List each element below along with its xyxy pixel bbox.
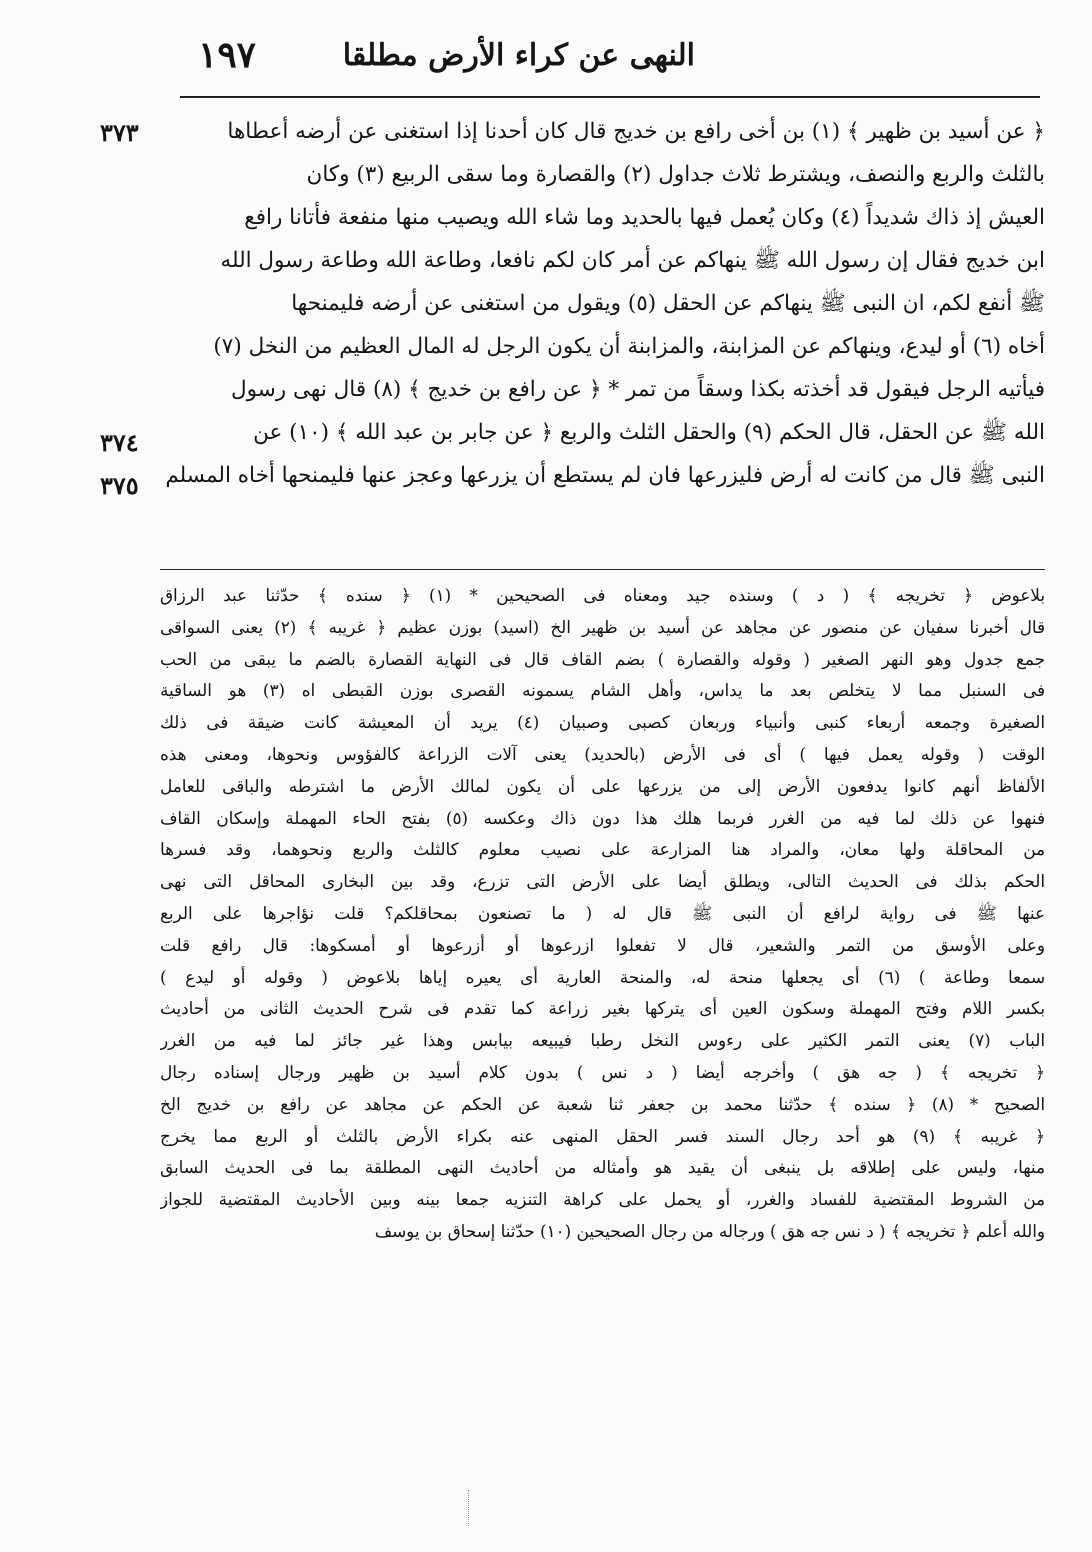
footnote-line: قال أخبرنا سفيان عن منصور عن مجاهد عن أسيد بن ظهير الخ (اسيد) بوزن عظيم ﴿ غريبه ﴾ (٢) يعنى السواقى <box>160 616 1045 637</box>
text-line: ﷺ أنفع لكم، ان النبى ﷺ ينهاكم عن الحقل (٥) ويقول من استغنى عن أرضه فليمنحها <box>291 291 1045 316</box>
text-line: النبى ﷺ قال من كانت له أرض فليزرعها فان لم يستطع أن يزرعها وعجز عنها فليمنحها أخاه المسلم <box>165 463 1045 488</box>
footnote-rule <box>160 569 1045 570</box>
footnote-line: بكسر اللام وفتح المهملة وسكون العين أى يتركها بغير زراعة كما تقدم فى شرح الحديث الثانى من أحاديث <box>160 998 1045 1019</box>
footnote-line: الألفاظ أنهم كانوا يدفعون الأرض إلى من يزرعها على أن يكون لمالك الأرض ما اشترطه والباقى للعامل <box>160 775 1045 796</box>
footnote-line: فنهوا عن ذلك لما فيه من الغرر فربما هلك هذا دون ذاك وعكسه (٥) بفتح الحاء المهملة وإسكان القاف <box>160 807 1045 828</box>
footnote-line: من المحاقلة ولها معان، والمراد هنا المزارعة على نصيب معلوم كالثلث والربع ونحوهما، وقد فسرها <box>160 839 1045 860</box>
hadith-number: ٣٧٣ <box>100 118 139 147</box>
footnote-line: والله أعلم ﴿ تخريجه ﴾ ( د نس جه هق ) ورجاله من رجال الصحيحين (١٠) حدّثنا إسحاق بن يوسف <box>374 1220 1045 1241</box>
hadith-text-block <box>160 110 1045 497</box>
footnote-line: الصغيرة وجمعه أربعاء كنبى وأنبياء وربعان كصبى وصبيان (٤) يريد أن المعيشة كانت ضيقة فى ذلك <box>160 712 1045 733</box>
text-line: العيش إذ ذاك شديداً (٤) وكان يُعمل فيها بالحديد وما شاء الله ويصيب منها منفعة فأتانا رافع <box>244 205 1045 230</box>
footnote-line: من الشروط المقتضية للفساد والغرر، أو يحمل على كراهة التنزيه جمعا بينه وبين الأحاديث المقتضية للجواز <box>160 1189 1045 1210</box>
footnote-line: الصحيح * (٨) ﴿ سنده ﴾ حدّثنا محمد بن جعفر ثنا شعبة عن الحكم عن مجاهد عن رافع بن خديج الخ <box>160 1093 1045 1114</box>
footnote-line: الباب (٧) يعنى التمر الكثير على رءوس النخل رطبا فيبيعه بيابس وهذا غير جائز لما فيه من الغرر <box>160 1030 1045 1051</box>
footnote-line: بلاعوض ﴿ تخريجه ﴾ ( د ) وسنده جيد ومعناه فى الصحيحين * (١) ﴿ سنده ﴾ حدّثنا عبد الرزاق <box>160 585 1045 605</box>
footnotes-block <box>160 580 1045 1248</box>
page-number: ١٩٧ <box>198 34 257 76</box>
chapter-title: النهى عن كراء الأرض مطلقا <box>342 38 695 73</box>
text-line: أخاه (٦) أو ليدع، وينهاكم عن المزابنة، والمزابنة أن يكون الرجل له المال العظيم من النخل (٧) <box>213 334 1045 359</box>
footnote-line: جمع جدول وهو النهر الصغير ( وقوله والقصارة ) بضم القاف قال فى النهاية القصارة بالضم ما يبقى من الحب <box>160 648 1045 669</box>
text-line: الله ﷺ عن الحقل، قال الحكم (٩) والحقل الثلث والربع ﴿ عن جابر بن عبد الله ﴾ (١٠) عن <box>253 420 1045 445</box>
page-header <box>120 32 1045 92</box>
footnote-line: الوقت ( وقوله يعمل فيها ) أى فى الأرض (بالحديد) يعنى آلات الزراعة كالفؤوس ونحوها، ومعنى هذه <box>160 743 1045 764</box>
text-line: فيأتيه الرجل فيقول قد أخذته بكذا وسقاً من تمر * ﴿ عن رافع بن خديج ﴾ (٨) قال نهى رسول <box>231 377 1045 402</box>
footnote-line: عنها ﷺ فى رواية لرافع أن النبى ﷺ قال له ( ما تصنعون بمحاقلكم؟ قلت نؤاجرها على الربع <box>160 902 1045 923</box>
footnote-line: الحكم بذلك فى الحديث التالى، ويطلق أيضا على الأرض التى تزرع، وقد بين البخارى المحاقل التى نهى <box>160 871 1045 892</box>
footnote-line: ﴿ غريبه ﴾ (٩) هو أحد رجال السند فسر الحقل المنهى عنه بكراء الأرض بالثلث أو الربع مما يخرج <box>160 1125 1045 1146</box>
footnote-line: فى السنبل مما لا يتخلص بعد ما يداس، وأهل الشام يسمونه القصرى بوزن القبطى اه (٣) هو الساقية <box>160 680 1045 701</box>
footnote-line: ﴿ تخريجه ﴾ ( جه هق ) وأخرجه أيضا ( د نس ) بدون كلام أسيد بن ظهير ورجال إسناده رجال <box>160 1061 1045 1082</box>
scan-mark <box>468 1490 471 1526</box>
footnote-line: منها، وليس على إطلاقه بل ينبغى أن يقيد هو وأمثاله من أحاديث النهى المطلقة بما فى الحديث السابق <box>160 1157 1045 1178</box>
hadith-number: ٣٧٤ <box>100 428 139 457</box>
header-rule <box>180 96 1040 98</box>
footnote-line: وعلى الأوسق من التمر والشعير، قال لا تفعلوا ازرعوها أو أزرعوها أو أمسكوها: قال رافع قلت <box>160 934 1045 955</box>
text-line: ابن خديج فقال إن رسول الله ﷺ ينهاكم عن أمر كان لكم نافعا، وطاعة الله وطاعة رسول الله <box>220 248 1045 273</box>
text-line: ﴿ عن أسيد بن ظهير ﴾ (١) بن أخى رافع بن خديج قال كان أحدنا إذا استغنى عن أرضه أعطاها <box>227 119 1045 144</box>
text-line: بالثلث والربع والنصف، ويشترط ثلاث جداول (٢) والقصارة وما سقى الربيع (٣) وكان <box>306 162 1045 187</box>
hadith-number: ٣٧٥ <box>100 471 139 500</box>
footnote-line: سمعا وطاعة ) (٦) أى يجعلها منحة له، والمنحة العارية أى يعيره إياها بلاعوض ( وقوله أو ليدع ) <box>160 966 1045 987</box>
